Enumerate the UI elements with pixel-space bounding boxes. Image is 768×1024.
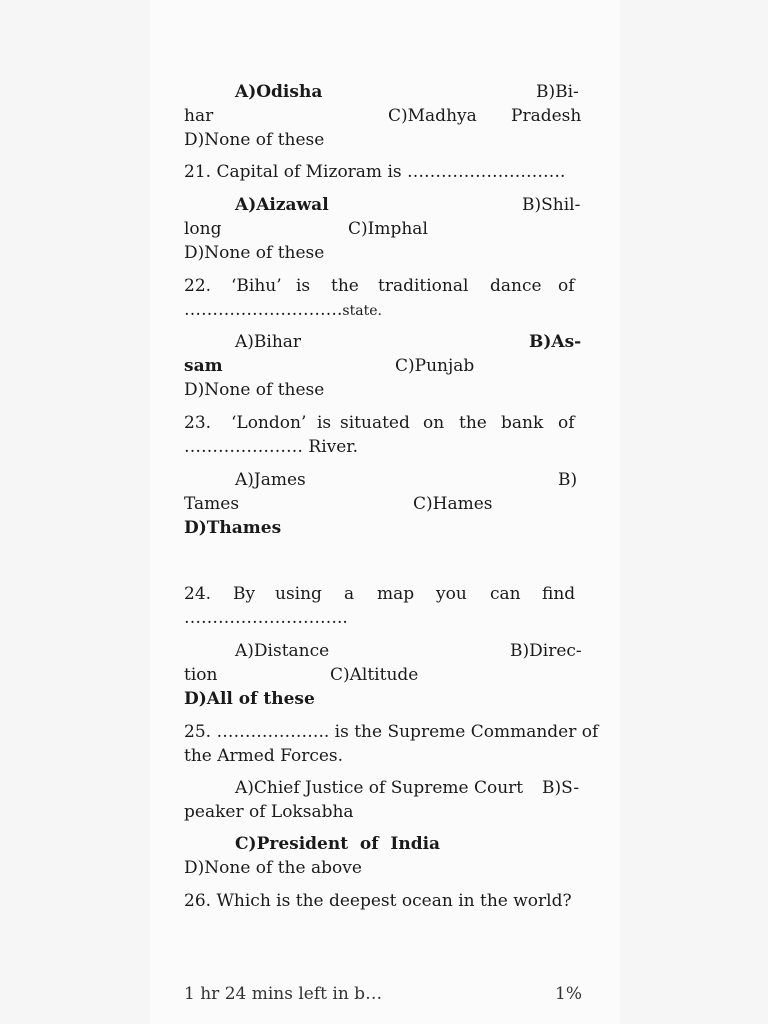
q22-word: the: [331, 276, 359, 296]
q21-option-c[interactable]: C)Imphal: [348, 219, 428, 239]
q24-option-d[interactable]: D)All of these: [184, 689, 315, 709]
q25-line2: the Armed Forces.: [184, 746, 344, 766]
q23-word: is: [317, 413, 332, 433]
q21-option-d[interactable]: D)None of these: [184, 243, 325, 263]
q23-word: the: [459, 413, 487, 433]
q24-option-c[interactable]: C)Altitude: [330, 665, 419, 685]
reading-time-left: 1 hr 24 mins left in b…: [184, 984, 383, 1004]
q26-question: 26. Which is the deepest ocean in the world?: [184, 891, 572, 911]
reading-progress: 1%: [555, 984, 582, 1004]
q22-option-b[interactable]: B)As-: [529, 332, 582, 352]
q24-option-b-cont: tion: [184, 665, 218, 685]
q24-option-a[interactable]: A)Distance: [235, 641, 330, 661]
q22-blank-line: [184, 298, 382, 323]
q24-line2: ………………………..: [184, 608, 348, 628]
q24-option-b[interactable]: B)Direc-: [510, 641, 582, 661]
q23-word: of: [558, 413, 575, 433]
q22-blank: ……………………….: [184, 300, 343, 320]
q23-line2: ………………… River.: [184, 437, 358, 457]
q23-word: on: [423, 413, 445, 433]
q24-word: using: [275, 584, 322, 604]
q22-option-b-cont: sam: [184, 356, 223, 376]
q23-option-b[interactable]: B): [558, 470, 578, 490]
book-page: [150, 0, 620, 1024]
q24-word: By: [233, 584, 256, 604]
q25-option-c[interactable]: C)President of India: [235, 834, 441, 854]
q22-word: dance: [490, 276, 542, 296]
q25-line1: 25. ……………….. is the Supreme Commander of: [184, 722, 599, 742]
q23-option-c[interactable]: C)Hames: [413, 494, 493, 514]
q22-option-c[interactable]: C)Punjab: [395, 356, 475, 376]
q22-option-d[interactable]: D)None of these: [184, 380, 325, 400]
q23-word: bank: [501, 413, 544, 433]
q22-word: 22.: [184, 276, 212, 296]
q24-word: 24.: [184, 584, 212, 604]
q25-option-d[interactable]: D)None of the above: [184, 858, 362, 878]
q25-option-b[interactable]: B)S-: [542, 778, 580, 798]
q24-word: you: [436, 584, 467, 604]
q20-option-b[interactable]: B)Bi-: [536, 82, 579, 102]
q22-word: is: [296, 276, 311, 296]
q25-option-a[interactable]: A)Chief Justice of Supreme Court: [235, 778, 524, 798]
q22-word: of: [558, 276, 575, 296]
q23-word: ‘London’: [231, 413, 307, 433]
q23-option-d[interactable]: D)Thames: [184, 518, 282, 538]
q22-blank-suffix: state.: [342, 303, 382, 319]
q23-option-a[interactable]: A)James: [235, 470, 306, 490]
q23-option-b-cont: Tames: [184, 494, 240, 514]
q24-word: map: [377, 584, 415, 604]
q21-option-a[interactable]: A)Aizawal: [235, 195, 329, 215]
q24-word: find: [542, 584, 576, 604]
q24-word: a: [344, 584, 355, 604]
q22-option-a[interactable]: A)Bihar: [235, 332, 302, 352]
q21-option-b[interactable]: B)Shil-: [522, 195, 581, 215]
q22-word: traditional: [378, 276, 469, 296]
q24-word: can: [490, 584, 521, 604]
q20-option-d[interactable]: D)None of these: [184, 130, 325, 150]
q21-option-b-cont: long: [184, 219, 222, 239]
q22-word: ‘Bihu’: [231, 276, 282, 296]
q23-word: situated: [340, 413, 410, 433]
q20-option-a[interactable]: A)Odisha: [235, 82, 323, 102]
q23-word: 23.: [184, 413, 212, 433]
q20-option-c[interactable]: C)Madhya: [388, 106, 477, 126]
q25-option-b-cont: peaker of Loksabha: [184, 802, 354, 822]
q21-question: 21. Capital of Mizoram is ……………………….: [184, 162, 566, 182]
q20-option-c-cont: Pradesh: [511, 106, 582, 126]
q20-option-b-cont: har: [184, 106, 214, 126]
